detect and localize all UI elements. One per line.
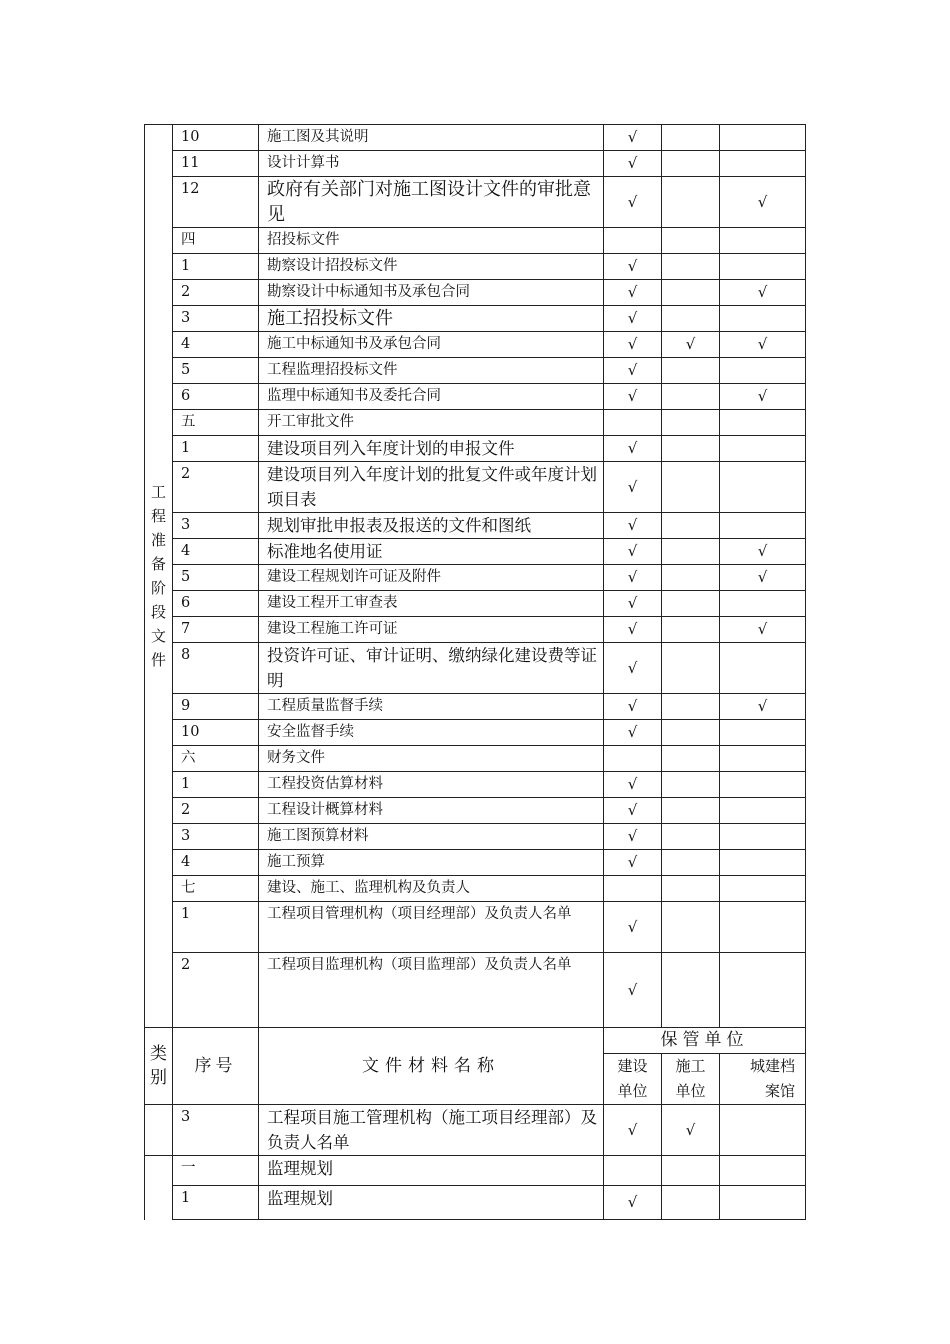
check-builder — [662, 617, 720, 643]
check-construction: √ — [604, 617, 662, 643]
row-seq: 2 — [173, 462, 259, 513]
check-construction: √ — [604, 720, 662, 746]
check-construction: √ — [604, 462, 662, 513]
row-name: 建设项目列入年度计划的批复文件或年度计划项目表 — [259, 462, 604, 513]
check-construction: √ — [604, 280, 662, 306]
row-name: 工程项目管理机构（项目经理部）及负责人名单 — [259, 902, 604, 953]
check-builder — [662, 772, 720, 798]
check-construction: √ — [604, 772, 662, 798]
row-seq: 4 — [173, 850, 259, 876]
check-archive: √ — [720, 384, 806, 410]
table-row — [145, 436, 806, 462]
supervision-section — [145, 1105, 806, 1220]
row-name: 施工图及其说明 — [259, 125, 604, 151]
check-archive — [720, 306, 806, 332]
category-cell — [145, 1156, 173, 1186]
row-seq: 1 — [173, 254, 259, 280]
row-name: 建设工程开工审查表 — [259, 591, 604, 617]
table-row — [145, 876, 806, 902]
check-archive: √ — [720, 617, 806, 643]
check-builder: √ — [662, 1105, 720, 1156]
check-archive: √ — [720, 280, 806, 306]
row-name: 财务文件 — [259, 746, 604, 772]
row-seq: 一 — [173, 1156, 259, 1186]
row-name: 施工招投标文件 — [259, 306, 604, 332]
check-builder — [662, 177, 720, 228]
check-construction: √ — [604, 539, 662, 565]
row-seq: 1 — [173, 436, 259, 462]
check-builder — [662, 410, 720, 436]
row-seq: 10 — [173, 125, 259, 151]
check-archive — [720, 436, 806, 462]
check-construction — [604, 1156, 662, 1186]
row-seq: 4 — [173, 332, 259, 358]
table-row — [145, 228, 806, 254]
check-archive — [720, 953, 806, 1028]
row-seq: 3 — [173, 824, 259, 850]
header-construction-unit: 建设单位 — [604, 1054, 662, 1105]
header-name: 文件材料名称 — [259, 1028, 604, 1105]
row-name: 监理规划 — [259, 1156, 604, 1186]
check-archive — [720, 876, 806, 902]
row-seq: 6 — [173, 384, 259, 410]
check-archive — [720, 772, 806, 798]
row-seq: 12 — [173, 177, 259, 228]
check-archive — [720, 746, 806, 772]
check-archive — [720, 151, 806, 177]
row-seq: 五 — [173, 410, 259, 436]
check-builder — [662, 254, 720, 280]
check-builder — [662, 953, 720, 1028]
row-seq: 6 — [173, 591, 259, 617]
table-row — [145, 772, 806, 798]
check-construction: √ — [604, 850, 662, 876]
check-construction: √ — [604, 902, 662, 953]
table-row — [145, 591, 806, 617]
check-archive — [720, 1105, 806, 1156]
check-builder — [662, 436, 720, 462]
table-row — [145, 1186, 806, 1220]
row-name: 监理规划 — [259, 1186, 604, 1220]
row-name: 工程投资估算材料 — [259, 772, 604, 798]
row-name: 勘察设计中标通知书及承包合同 — [259, 280, 604, 306]
row-seq: 10 — [173, 720, 259, 746]
row-seq: 9 — [173, 694, 259, 720]
check-builder — [662, 306, 720, 332]
row-name: 施工中标通知书及承包合同 — [259, 332, 604, 358]
row-seq: 1 — [173, 902, 259, 953]
table-row — [145, 125, 806, 151]
archive-table — [144, 124, 806, 1220]
table-row — [145, 462, 806, 513]
row-name: 政府有关部门对施工图设计文件的审批意见 — [259, 177, 604, 228]
check-construction — [604, 228, 662, 254]
table-row — [145, 798, 806, 824]
check-builder — [662, 384, 720, 410]
table-row — [145, 306, 806, 332]
check-archive: √ — [720, 332, 806, 358]
table-row — [145, 694, 806, 720]
check-construction: √ — [604, 151, 662, 177]
check-builder — [662, 228, 720, 254]
check-archive — [720, 410, 806, 436]
check-archive — [720, 824, 806, 850]
row-name: 施工预算 — [259, 850, 604, 876]
check-construction: √ — [604, 436, 662, 462]
check-archive — [720, 254, 806, 280]
row-seq: 8 — [173, 643, 259, 694]
check-builder — [662, 462, 720, 513]
table-row — [145, 953, 806, 1028]
header-builder-unit: 施工单位 — [662, 1054, 720, 1105]
row-seq: 4 — [173, 539, 259, 565]
table-header — [145, 1028, 806, 1105]
check-construction: √ — [604, 1186, 662, 1220]
check-builder — [662, 876, 720, 902]
check-builder — [662, 513, 720, 539]
check-archive — [720, 643, 806, 694]
table-row — [145, 384, 806, 410]
check-construction: √ — [604, 1105, 662, 1156]
row-name: 规划审批申报表及报送的文件和图纸 — [259, 513, 604, 539]
check-archive — [720, 228, 806, 254]
row-name: 工程设计概算材料 — [259, 798, 604, 824]
category-cell — [145, 125, 173, 1028]
check-archive — [720, 1156, 806, 1186]
row-name: 建设工程施工许可证 — [259, 617, 604, 643]
check-builder — [662, 539, 720, 565]
row-seq: 11 — [173, 151, 259, 177]
check-builder — [662, 1156, 720, 1186]
table-row — [145, 824, 806, 850]
row-name: 开工审批文件 — [259, 410, 604, 436]
check-archive — [720, 720, 806, 746]
check-archive: √ — [720, 539, 806, 565]
category-label: 工程准备阶段文件 — [150, 483, 166, 669]
table-row — [145, 720, 806, 746]
check-builder — [662, 798, 720, 824]
check-construction — [604, 876, 662, 902]
check-builder — [662, 125, 720, 151]
table-row — [145, 902, 806, 953]
header-custodian: 保管单位 — [604, 1028, 806, 1054]
check-builder — [662, 694, 720, 720]
check-construction: √ — [604, 254, 662, 280]
row-name: 工程项目施工管理机构（施工项目经理部）及负责人名单 — [259, 1105, 604, 1156]
check-construction: √ — [604, 643, 662, 694]
row-seq: 3 — [173, 306, 259, 332]
category-cell — [145, 1186, 173, 1220]
check-builder: √ — [662, 332, 720, 358]
row-name: 工程监理招投标文件 — [259, 358, 604, 384]
row-name: 投资许可证、审计证明、缴纳绿化建设费等证明 — [259, 643, 604, 694]
check-builder — [662, 280, 720, 306]
row-name: 监理中标通知书及委托合同 — [259, 384, 604, 410]
check-archive: √ — [720, 694, 806, 720]
table-row — [145, 410, 806, 436]
check-builder — [662, 902, 720, 953]
check-builder — [662, 746, 720, 772]
row-name: 建设项目列入年度计划的申报文件 — [259, 436, 604, 462]
check-builder — [662, 1186, 720, 1220]
stage-files-section — [145, 125, 806, 1028]
check-builder — [662, 358, 720, 384]
row-seq: 2 — [173, 280, 259, 306]
row-seq: 1 — [173, 772, 259, 798]
table-row — [145, 643, 806, 694]
row-name: 勘察设计招投标文件 — [259, 254, 604, 280]
table-row — [145, 539, 806, 565]
check-archive — [720, 1186, 806, 1220]
row-name: 标准地名使用证 — [259, 539, 604, 565]
row-name: 工程项目监理机构（项目监理部）及负责人名单 — [259, 953, 604, 1028]
check-construction: √ — [604, 125, 662, 151]
check-construction: √ — [604, 953, 662, 1028]
table-row — [145, 332, 806, 358]
check-archive — [720, 850, 806, 876]
check-construction: √ — [604, 513, 662, 539]
check-builder — [662, 151, 720, 177]
check-builder — [662, 643, 720, 694]
row-name: 施工图预算材料 — [259, 824, 604, 850]
check-archive — [720, 513, 806, 539]
row-seq: 5 — [173, 565, 259, 591]
check-construction: √ — [604, 798, 662, 824]
check-builder — [662, 565, 720, 591]
row-seq: 3 — [173, 513, 259, 539]
row-seq: 1 — [173, 1186, 259, 1220]
row-seq: 四 — [173, 228, 259, 254]
header-seq: 序号 — [173, 1028, 259, 1105]
table-row — [145, 1156, 806, 1186]
row-seq: 7 — [173, 617, 259, 643]
row-name: 建设、施工、监理机构及负责人 — [259, 876, 604, 902]
check-construction: √ — [604, 694, 662, 720]
check-builder — [662, 824, 720, 850]
table-row — [145, 280, 806, 306]
check-construction: √ — [604, 824, 662, 850]
table-row — [145, 513, 806, 539]
check-construction: √ — [604, 591, 662, 617]
table-row — [145, 850, 806, 876]
check-builder — [662, 850, 720, 876]
table-row — [145, 1105, 806, 1156]
check-archive — [720, 902, 806, 953]
row-seq: 2 — [173, 798, 259, 824]
check-construction — [604, 410, 662, 436]
table-row — [145, 177, 806, 228]
check-archive: √ — [720, 565, 806, 591]
row-name: 工程质量监督手续 — [259, 694, 604, 720]
check-construction: √ — [604, 177, 662, 228]
row-seq: 六 — [173, 746, 259, 772]
row-seq: 5 — [173, 358, 259, 384]
table-row — [145, 617, 806, 643]
header-category: 类别 — [145, 1028, 173, 1105]
check-builder — [662, 720, 720, 746]
check-archive — [720, 358, 806, 384]
check-construction — [604, 746, 662, 772]
check-archive: √ — [720, 177, 806, 228]
check-archive — [720, 125, 806, 151]
check-construction: √ — [604, 384, 662, 410]
table-row — [145, 358, 806, 384]
table-row — [145, 151, 806, 177]
check-construction: √ — [604, 306, 662, 332]
check-construction: √ — [604, 565, 662, 591]
row-seq: 3 — [173, 1105, 259, 1156]
table-row — [145, 254, 806, 280]
check-builder — [662, 591, 720, 617]
row-name: 安全监督手续 — [259, 720, 604, 746]
check-construction: √ — [604, 358, 662, 384]
row-name: 设计计算书 — [259, 151, 604, 177]
row-seq: 七 — [173, 876, 259, 902]
table-row — [145, 746, 806, 772]
check-archive — [720, 462, 806, 513]
row-name: 招投标文件 — [259, 228, 604, 254]
table-row — [145, 565, 806, 591]
archive-table-page — [144, 124, 805, 1220]
header-archive: 城建档案馆 — [720, 1054, 806, 1105]
check-archive — [720, 798, 806, 824]
category-cell — [145, 1105, 173, 1156]
check-archive — [720, 591, 806, 617]
row-seq: 2 — [173, 953, 259, 1028]
row-name: 建设工程规划许可证及附件 — [259, 565, 604, 591]
check-construction: √ — [604, 332, 662, 358]
